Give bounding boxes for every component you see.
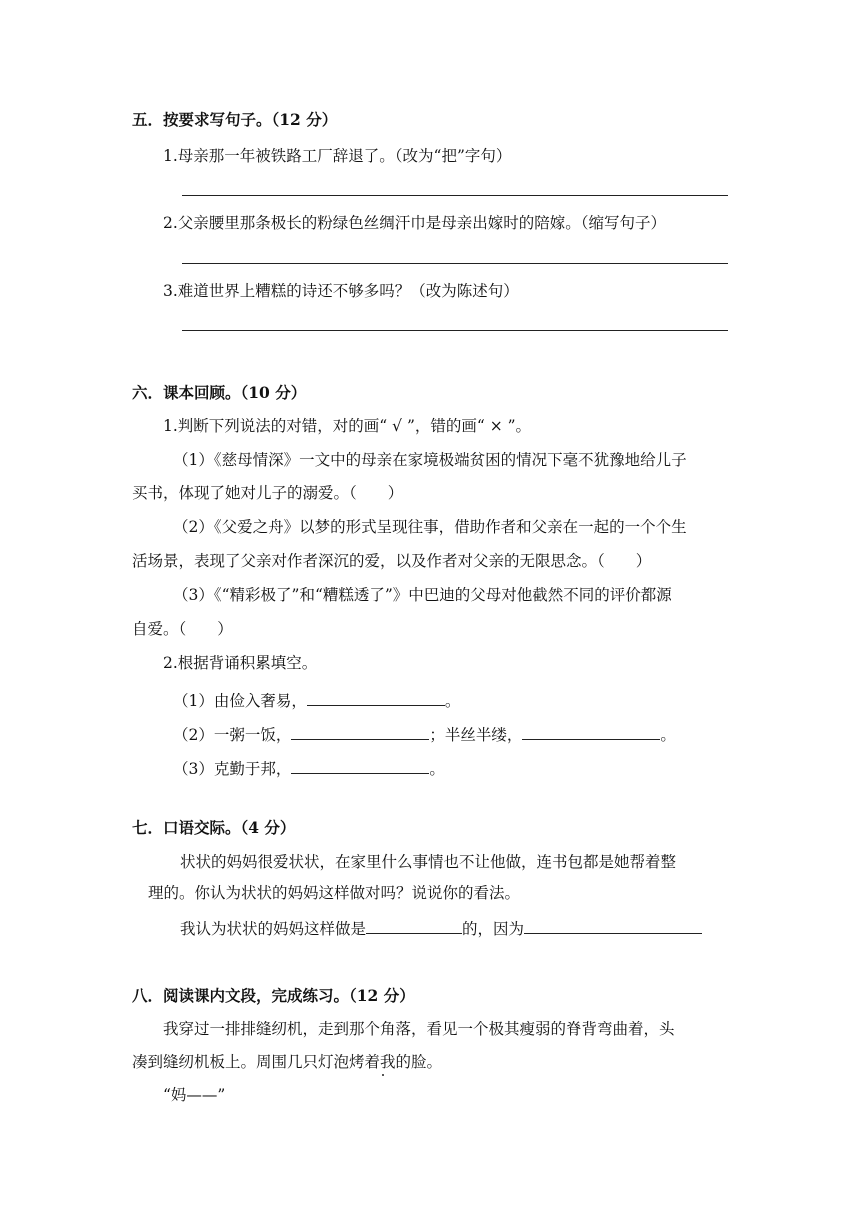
s6-judge-3-line-2: 自爱。（ ） xyxy=(132,620,233,638)
s7-answer-because: 的，因为 xyxy=(462,920,525,938)
section-8-title: 八．阅读课内文段，完成练习。（12 分） xyxy=(132,986,415,1005)
s5-question-3: 3.难道世界上糟糕的诗还不够多吗？（改为陈述句） xyxy=(163,282,519,300)
section-6-title: 六．课本回顾。（10 分） xyxy=(132,383,307,402)
s6-judge-1-line-2: 买书，体现了她对儿子的溺爱。（ ） xyxy=(132,484,404,502)
s6-judge-3-line-1: （3）《“精彩极了”和“糟糕透了”》中巴迪的父母对他截然不同的评价都源 xyxy=(173,586,672,604)
s7-answer-blank-2[interactable] xyxy=(524,917,702,934)
s8-passage-line-3: “妈——” xyxy=(163,1086,226,1104)
s6-fill-1 xyxy=(173,689,460,711)
s5-answer-line-2[interactable] xyxy=(182,263,728,264)
s5-answer-line-1[interactable] xyxy=(182,195,728,196)
s6-question-1: 1.判断下列说法的对错，对的画“ √ ”，错的画“ × ”。 xyxy=(163,417,532,435)
s7-answer-prompt: 我认为状状的妈妈这样做是 xyxy=(180,920,367,938)
s7-prompt-line-1: 状状的妈妈很爱状状，在家里什么事情也不让他做，连书包都是她帮着整 xyxy=(180,853,677,871)
s5-question-1: 1.母亲那一年被铁路工厂辞退了。（改为“把”字句） xyxy=(163,147,512,165)
s7-answer-blank-1[interactable] xyxy=(366,917,462,934)
s6-fill-3-blank[interactable] xyxy=(291,757,429,774)
s5-question-2: 2.父亲腰里那条极长的粉绿色丝绸汗巾是母亲出嫁时的陪嫁。（缩写句子） xyxy=(163,214,667,232)
s6-judge-1-line-1: （1）《慈母情深》一文中的母亲在家境极端贫困的情况下毫不犹豫地给儿子 xyxy=(173,451,687,469)
s6-question-2: 2.根据背诵积累填空。 xyxy=(163,654,318,672)
s6-fill-2-mid: ；半丝半缕， xyxy=(429,726,523,744)
s6-fill-2-blank-2[interactable] xyxy=(522,723,660,740)
s8-passage-line-1: 我穿过一排排缝纫机，走到那个角落，看见一个极其瘦弱的脊背弯曲着，头 xyxy=(163,1020,675,1038)
section-7-title: 七．口语交际。（4 分） xyxy=(132,818,296,837)
emphasis-dot xyxy=(382,1074,384,1076)
s6-judge-2-line-2: 活场景，表现了父亲对作者深沉的爱，以及作者对父亲的无限思念。（ ） xyxy=(132,552,652,570)
s6-fill-3-prompt: （3）克勤于邦， xyxy=(173,760,292,778)
s6-fill-3 xyxy=(173,757,445,779)
s6-fill-1-end: 。 xyxy=(444,692,461,710)
s6-fill-1-prompt: （1）由俭入奢易， xyxy=(173,692,307,710)
s7-answer xyxy=(180,917,702,939)
section-5-title: 五．按要求写句子。（12 分） xyxy=(132,110,338,129)
s6-fill-1-blank[interactable] xyxy=(307,689,445,706)
s8-passage-line-2: 凑到缝纫机板上。周围几只灯泡烤着我的脸。 xyxy=(132,1053,443,1071)
s7-prompt-line-2: 理的。你认为状状的妈妈这样做对吗？说说你的看法。 xyxy=(148,884,521,902)
s6-fill-2-end: 。 xyxy=(660,726,676,744)
s6-fill-2 xyxy=(173,723,676,745)
s6-fill-2-blank-1[interactable] xyxy=(291,723,429,740)
s5-answer-line-3[interactable] xyxy=(182,330,728,331)
s6-fill-2-prompt: （2）一粥一饭， xyxy=(173,726,292,744)
s6-fill-3-end: 。 xyxy=(429,760,445,778)
s6-judge-2-line-1: （2）《父爱之舟》以梦的形式呈现往事，借助作者和父亲在一起的一个个生 xyxy=(173,518,687,536)
